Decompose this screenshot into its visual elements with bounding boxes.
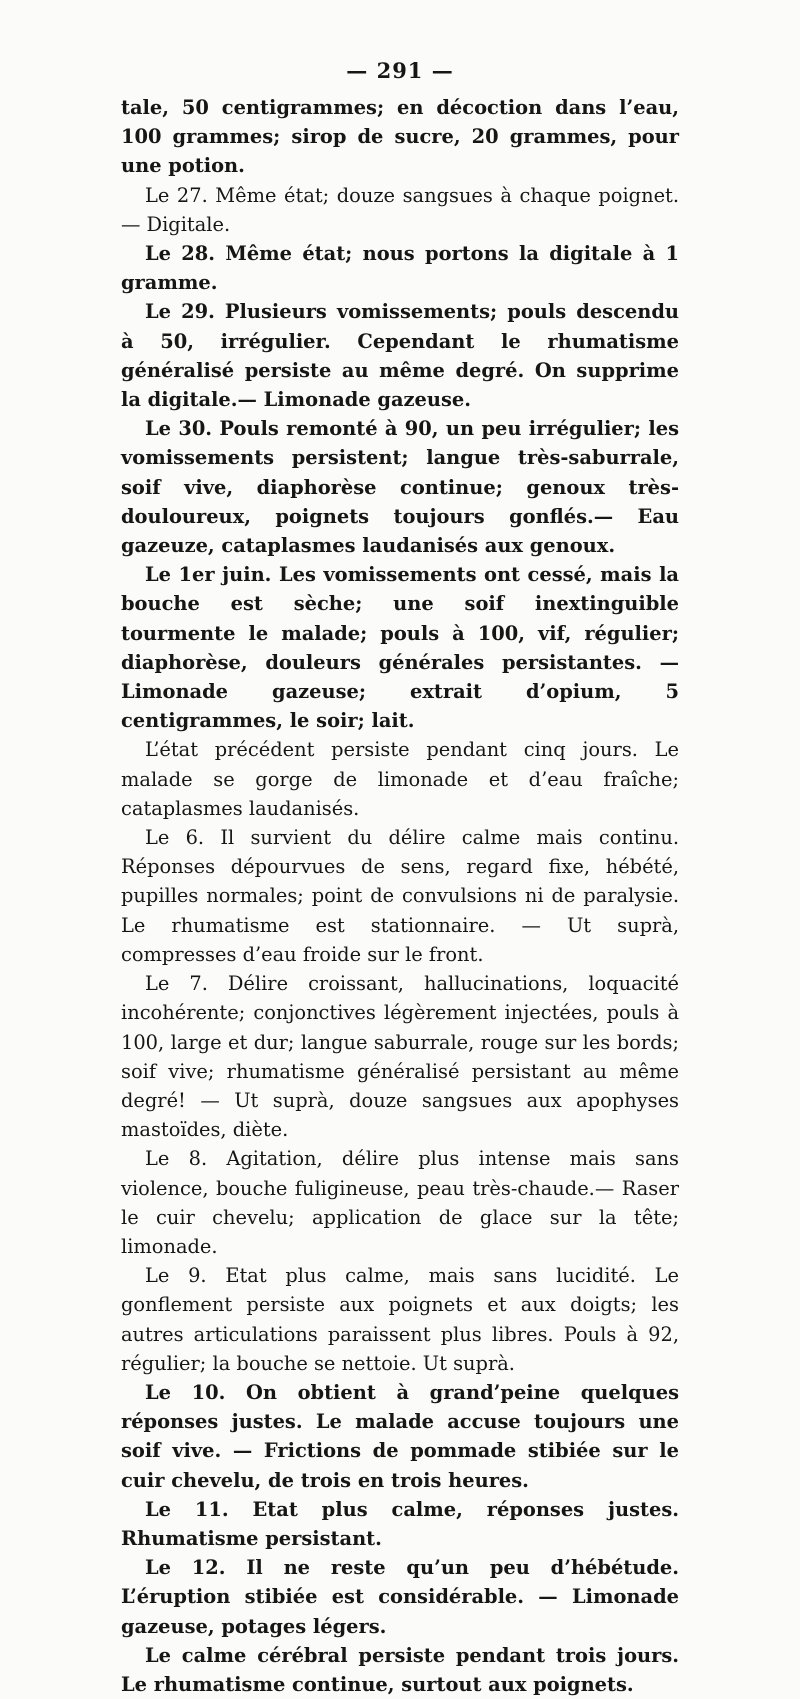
paragraph-day-7: Le 7. Délire croissant, hallucinations, loquacité incohérente; conjonctives légèrement injectées, pouls à 100, large et dur; langue saburrale, rouge sur les bords; soif vive; rhumatisme généralisé persistant au même degré! — Ut suprà, douze sangsues aux apophyses mastoïdes, diète.: [121, 972, 679, 1142]
paragraph-day-12: Le 12. Il ne reste qu’un peu d’hébétude. L’éruption stibiée est considérable. — Limonade gazeuse, potages légers.: [121, 1556, 679, 1638]
paragraph-day-30: Le 30. Pouls remonté à 90, un peu irrégulier; les vomissements persistent; langue très-saburrale, soif vive, diaphorèse continue; genoux très-douloureux, poignets toujours gonflés.— Eau gazeuze, cataplasmes laudanisés aux genoux.: [121, 417, 679, 558]
paragraph-continuation: tale, 50 centigrammes; en décoction dans l’eau, 100 grammes; sirop de sucre, 20 grammes, pour une potion.: [121, 96, 679, 178]
page-number: — 291 —: [346, 58, 454, 83]
paragraph-day-8: Le 8. Agitation, délire plus intense mais sans violence, bouche fuligineuse, peau très-chaude.— Raser le cuir chevelu; application de glace sur la tête; limonade.: [121, 1147, 679, 1258]
paragraph-june-1: Le 1er juin. Les vomissements ont cessé, mais la bouche est sèche; une soif inextinguible tourmente le malade; pouls à 100, vif, régulier; diaphorèse, douleurs générales persistantes. — Limonade gazeuse; extrait d’opium, 5 centigrammes, le soir; lait.: [121, 563, 679, 733]
paragraph-calm: Le calme cérébral persiste pendant trois jours. Le rhumatisme continue, surtout aux poignets.: [121, 1643, 679, 1696]
paragraph-day-11: Le 11. Etat plus calme, réponses justes. Rhumatisme persistant.: [121, 1497, 679, 1550]
body-text: [121, 93, 679, 1699]
paragraph-day-27: Le 27. Même état; douze sangsues à chaque poignet.— Digitale.: [121, 183, 679, 236]
paragraph-day-10: Le 10. On obtient à grand’peine quelques réponses justes. Le malade accuse toujours une soif vive. — Frictions de pommade stibiée sur le cuir chevelu, de trois en trois heures.: [121, 1380, 679, 1492]
paragraph-day-9: Le 9. Etat plus calme, mais sans lucidité. Le gonflement persiste aux poignets et aux doigts; les autres articulations paraissent plus libres. Pouls à 92, régulier; la bouche se nettoie. Ut suprà.: [121, 1264, 679, 1375]
paragraph-day-28: Le 28. Même état; nous portons la digitale à 1 gramme.: [121, 242, 679, 295]
paragraph-five-days: L’état précédent persiste pendant cinq jours. Le malade se gorge de limonade et d’eau fraîche; cataplasmes laudanisés.: [121, 738, 679, 820]
paragraph-day-6: Le 6. Il survient du délire calme mais continu. Réponses dépourvues de sens, regard fixe, hébété, pupilles normales; point de convulsions ni de paralysie. Le rhumatisme est stationnaire. — Ut suprà, compresses d’eau froide sur le front.: [121, 826, 679, 966]
paragraph-day-29: Le 29. Plusieurs vomissements; pouls descendu à 50, irrégulier. Cependant le rhumatisme généralisé persiste au même degré. On supprime la digitale.— Limonade gazeuse.: [121, 300, 679, 412]
